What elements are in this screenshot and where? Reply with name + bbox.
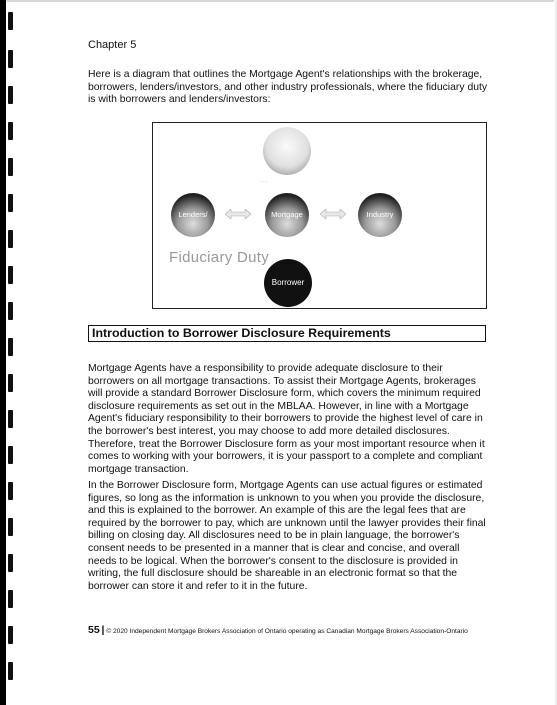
binding-hole (8, 50, 13, 68)
binding-hole (8, 446, 13, 464)
binding-hole (8, 518, 13, 536)
mortgage-agent-node (265, 193, 309, 237)
industry-node-label: Industry (366, 210, 394, 219)
binding-hole (8, 554, 13, 572)
chapter-label: Chapter 5 (88, 39, 137, 51)
lenders-node (171, 193, 215, 237)
binding-hole (8, 590, 13, 608)
binding-hole (8, 662, 13, 680)
page-number: 55 (88, 624, 100, 636)
binding-hole (8, 410, 13, 428)
body-paragraph-2: In the Borrower Disclosure form, Mortgage Agents can use actual figures or estimated figures, so long as the information is unknown to you when you provide the disclosure, and this is explained to the borrower. An example of this are the legal fees that are required by the borrower to pay, which are unknown until the lawyer provides their final billing on closing day. All disclosures need to be in plain language, the borrower's consent needs to be presented in a manner that is clear and concise, and overall needs to be logical. When the borrower's consent to the disclosure is provided in writing, the full disclosure should be shareable in an electronic format so that the borrower can store it and refer to it in the future. (88, 480, 486, 592)
fiduciary-duty-label: Fiduciary Duty (169, 249, 270, 266)
intro-paragraph: Here is a diagram that outlines the Mortgage Agent's relationships with the brokerage, borrowers, lenders/investors, and other industry professionals, where the fiduciary duty is with borrowers and lenders/investors: (88, 69, 488, 106)
body-paragraph-1: Mortgage Agents have a responsibility to provide adequate disclosure to their borrowers on all mortgage transactions. To assist their Mortgage Agents, brokerages will provide a standard Borrower Disclosure form, which covers the minimum required disclosure requirements as set out in the MBLAA. However, in line with a Mortgage Agent's fiduciary responsibility to their borrowers to provide the highest level of care in the borrower's best interest, you may choose to add more detailed disclosures. Therefore, treat the Borrower Disclosure form as your most important resource when it comes to working with your borrowers, it is your passport to a complete and compliant mortgage transaction. (88, 363, 485, 475)
binding-hole (8, 482, 13, 500)
binding-hole (8, 194, 13, 212)
copyright-notice: © 2020 Independent Mortgage Brokers Association of Ontario operating as Canadian Mortgage Brokers Association-Ontario (106, 628, 468, 635)
binding-hole (8, 266, 13, 284)
borrower-node (264, 259, 312, 307)
relationship-diagram (152, 122, 487, 309)
lenders-node-label: Lenders/ (178, 210, 208, 219)
double-arrow-icon (320, 209, 346, 219)
section-heading: Introduction to Borrower Disclosure Requirements (88, 325, 486, 342)
borrower-node-label: Borrower (271, 278, 305, 287)
binding-hole (8, 122, 13, 140)
double-arrow-icon (225, 209, 251, 219)
page-footer (88, 624, 468, 636)
binding-hole (8, 158, 13, 176)
binding-hole (8, 338, 13, 356)
mortgage-agent-node-label: Mortgage (271, 210, 303, 219)
binding-hole (8, 230, 13, 248)
faded-caption: ····· (260, 179, 268, 184)
binding-strip (0, 0, 6, 705)
brokerage-node (263, 127, 311, 175)
binding-hole (8, 626, 13, 644)
binding-hole (8, 12, 13, 30)
page-top-edge (0, 0, 557, 2)
binding-hole (8, 86, 13, 104)
binding-hole (8, 302, 13, 320)
industry-node (358, 193, 402, 237)
footer-separator: | (101, 624, 105, 636)
binding-hole (8, 374, 13, 392)
